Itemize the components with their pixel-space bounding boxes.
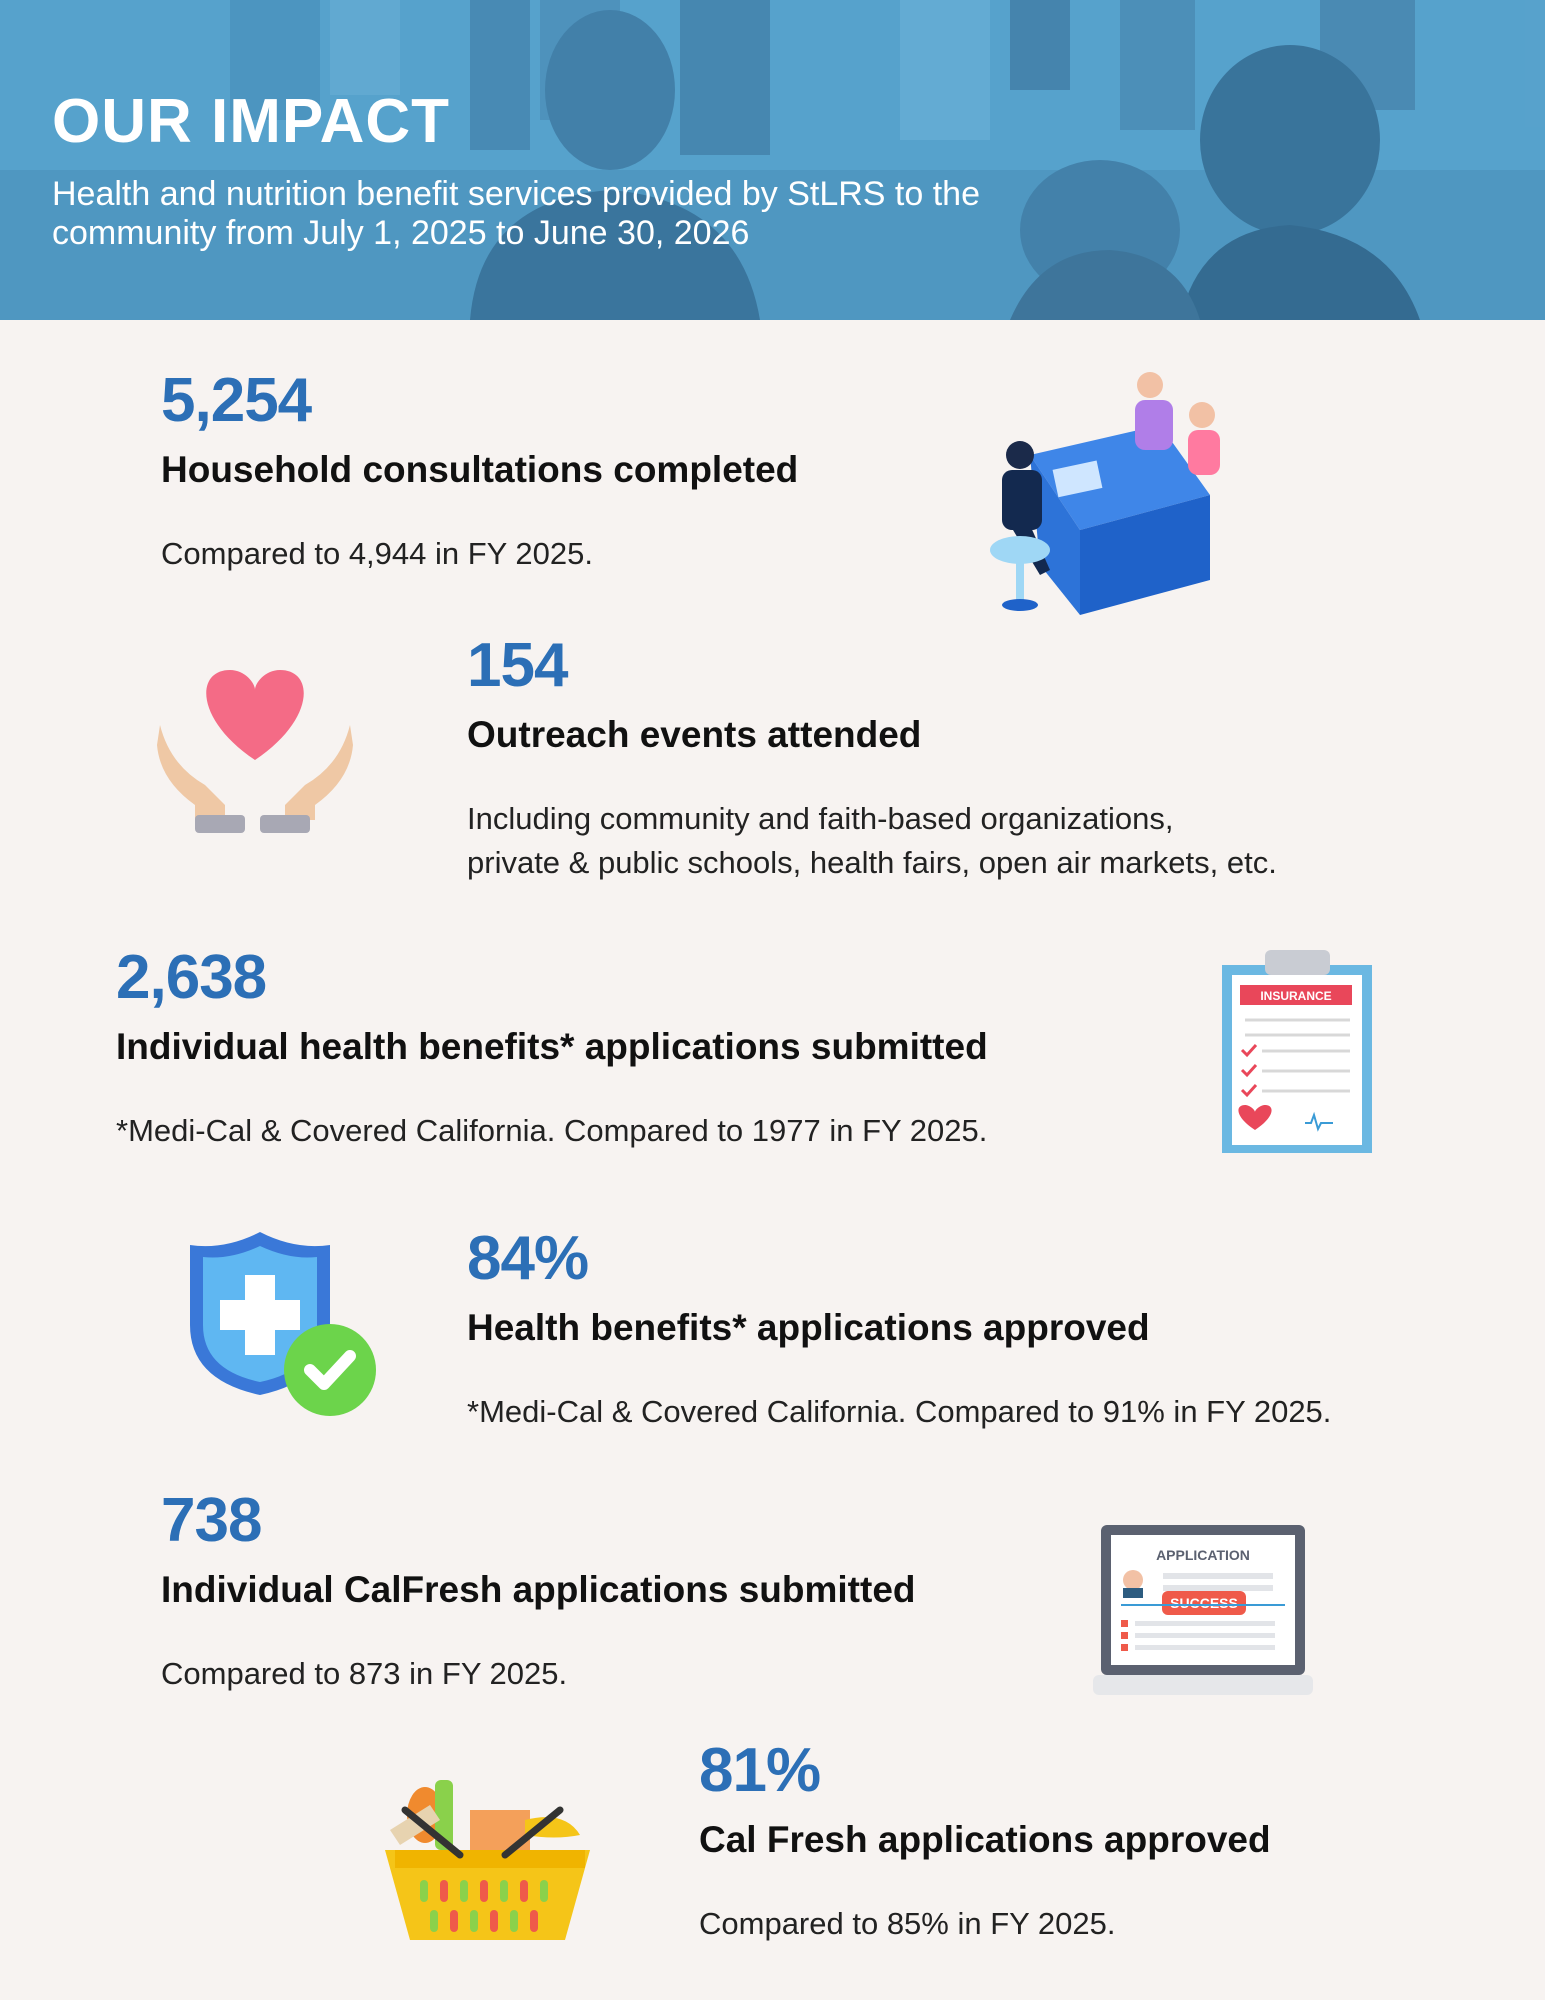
page-title: OUR IMPACT: [52, 87, 451, 156]
stat-label: Individual health benefits* applications submitted: [116, 1026, 988, 1067]
stat-label: Individual CalFresh applications submitted: [161, 1569, 916, 1610]
page-subtitle: Health and nutrition benefit services provided by StLRS to the community from July 1, 2025 to June 30, 2026: [52, 175, 980, 252]
application-laptop-icon: [1093, 1525, 1313, 1700]
stat-note: Compared to 85% in FY 2025.: [699, 1906, 1116, 1941]
clipboard-heading: INSURANCE: [1260, 989, 1332, 1003]
stat-note: Including community and faith-based organizations, private & public schools, health fairs, open air markets, etc.: [467, 801, 1277, 880]
stat-household-consultations: [161, 366, 921, 576]
header-overlay: [0, 0, 1545, 320]
stat-note: Compared to 873 in FY 2025.: [161, 1656, 568, 1691]
stat-number: 84%: [467, 1224, 589, 1293]
stat-outreach-events: [467, 631, 1507, 885]
stat-label: Health benefits* applications approved: [467, 1307, 1150, 1348]
stat-calfresh-applications-submitted: [161, 1486, 1061, 1696]
stat-label: Cal Fresh applications approved: [699, 1819, 1271, 1860]
stat-label: Outreach events attended: [467, 714, 922, 755]
header-banner: [0, 0, 1545, 320]
heart-hands-icon: [155, 665, 355, 840]
stat-health-applications-approved: [467, 1224, 1527, 1434]
stat-note: Compared to 4,944 in FY 2025.: [161, 536, 593, 571]
stat-calfresh-applications-approved: [699, 1736, 1519, 1946]
stat-label: Household consultations completed: [161, 449, 799, 490]
laptop-heading: APPLICATION: [1156, 1547, 1250, 1563]
grocery-basket-icon: [375, 1770, 610, 1945]
shield-check-icon: [190, 1230, 380, 1420]
stat-number: 738: [161, 1486, 262, 1555]
stat-note: *Medi-Cal & Covered California. Compared to 91% in FY 2025.: [467, 1394, 1332, 1429]
stat-health-applications-submitted: [116, 943, 1176, 1153]
stat-number: 154: [467, 631, 568, 700]
stat-number: 81%: [699, 1736, 821, 1805]
stat-note: *Medi-Cal & Covered California. Compared to 1977 in FY 2025.: [116, 1113, 988, 1148]
laptop-success-badge: SUCCESS: [1170, 1595, 1238, 1611]
stat-number: 2,638: [116, 943, 267, 1012]
insurance-clipboard-icon: [1220, 945, 1375, 1155]
consultation-meeting-icon: [970, 365, 1240, 625]
stat-number: 5,254: [161, 366, 312, 435]
